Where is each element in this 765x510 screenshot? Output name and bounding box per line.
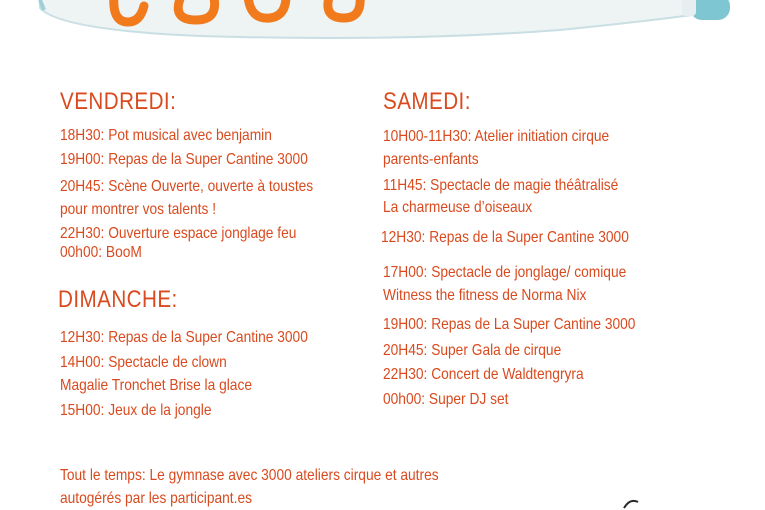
dimanche-line: 15H00: Jeux de la jongle — [60, 402, 212, 419]
samedi-line: 19H00: Repas de La Super Cantine 3000 — [383, 316, 636, 333]
footer-line: autogérés par les participant.es — [60, 490, 252, 507]
samedi-line: La charmeuse d’oiseaux — [383, 199, 533, 216]
samedi-line: 17H00: Spectacle de jonglage/ comique — [383, 264, 627, 281]
juggling-club-graphic — [0, 0, 765, 48]
vendredi-line: 00h00: BooM — [60, 244, 142, 261]
samedi-line: 20H45: Super Gala de cirque — [383, 342, 562, 359]
vendredi-line: 22H30: Ouverture espace jonglage feu — [60, 225, 297, 242]
samedi-line: 22H30: Concert de Waldtengryra — [383, 366, 584, 383]
dimanche-line: 12H30: Repas de la Super Cantine 3000 — [60, 329, 308, 346]
dimanche-line: 14H00: Spectacle de clown — [60, 354, 227, 371]
samedi-line: Witness the fitness de Norma Nix — [383, 287, 587, 304]
header-banner — [0, 0, 765, 48]
vendredi-title: VENDREDI: — [60, 88, 177, 115]
samedi-line: 10H00-11H30: Atelier initiation cirque — [383, 128, 610, 145]
vendredi-line: 20H45: Scène Ouverte, ouverte à toustes — [60, 178, 314, 195]
samedi-line: 00h00: Super DJ set — [383, 391, 509, 408]
dimanche-title: DIMANCHE: — [58, 286, 178, 313]
samedi-line: 11H45: Spectacle de magie théâtralisé — [383, 177, 619, 194]
samedi-title: SAMEDI: — [383, 88, 471, 115]
squiggle-icon — [622, 496, 642, 510]
dimanche-line: Magalie Tronchet Brise la glace — [60, 377, 252, 394]
vendredi-line: 18H30: Pot musical avec benjamin — [60, 127, 272, 144]
footer-line: Tout le temps: Le gymnase avec 3000 ateliers cirque et autres — [60, 467, 439, 484]
vendredi-line: pour montrer vos talents ! — [60, 201, 217, 218]
samedi-line: 12H30: Repas de la Super Cantine 3000 — [381, 229, 629, 246]
vendredi-line: 19H00: Repas de la Super Cantine 3000 — [60, 151, 308, 168]
samedi-line: parents-enfants — [383, 151, 479, 168]
